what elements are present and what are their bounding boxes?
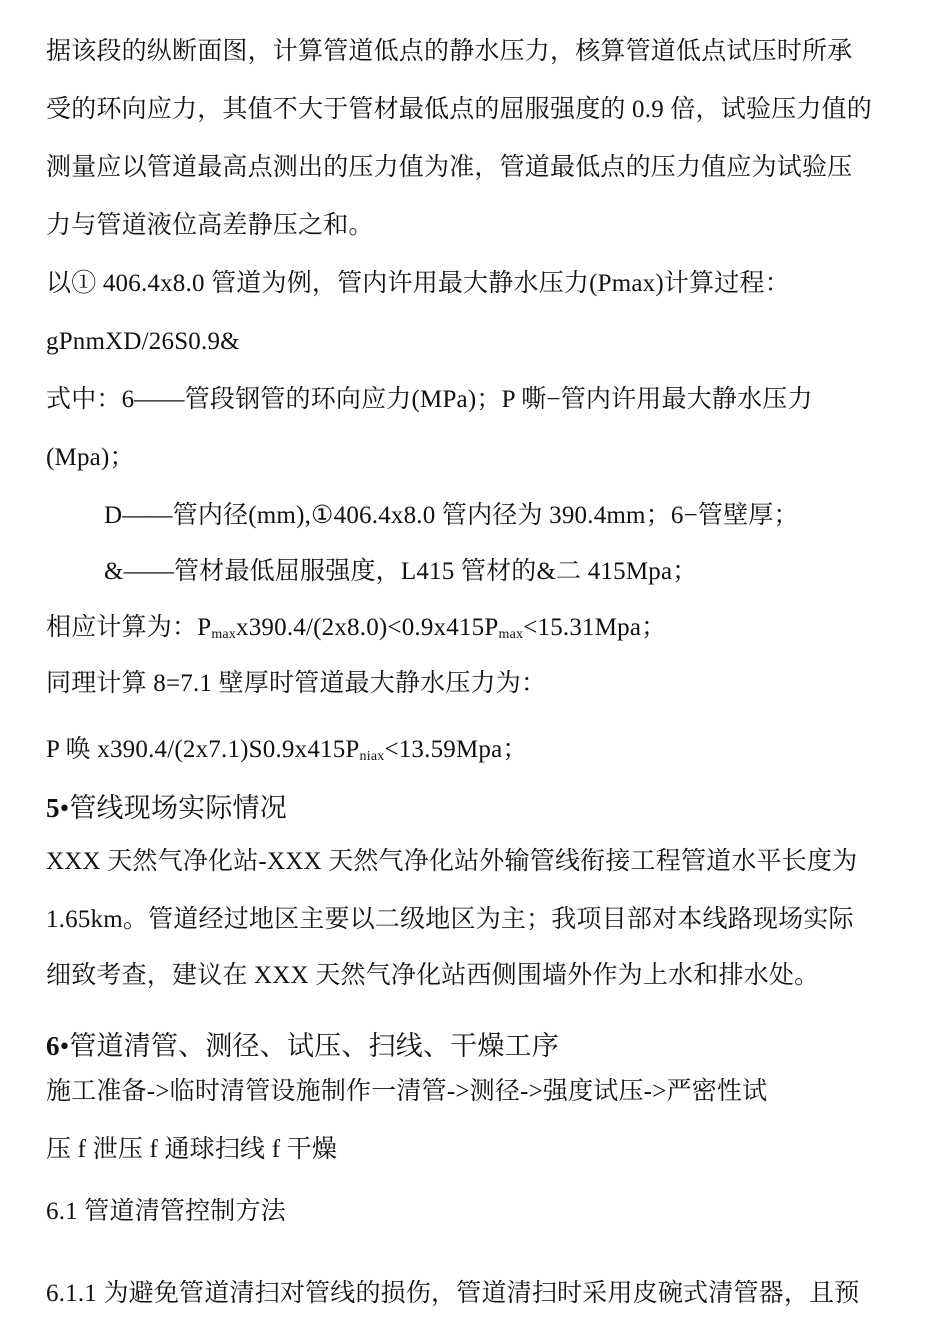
body-text-line: (Mpa)； bbox=[46, 444, 135, 471]
formula-line: gPnmXD/26S0.9& bbox=[46, 328, 240, 355]
body-text-line: 力与管道液位高差静压之和。 bbox=[46, 212, 374, 239]
calculation-line bbox=[46, 734, 528, 766]
section-number: 6 bbox=[46, 1031, 60, 1061]
section-heading bbox=[46, 1030, 559, 1062]
body-text-line: 压 f 泄压 f 通球扫线 f 干燥 bbox=[46, 1136, 338, 1163]
body-text-line: 1.65km。管道经过地区主要以二级地区为主；我项目部对本线路现场实际 bbox=[46, 906, 854, 933]
body-text-line: &——管材最低屈服强度，L415 管材的&二 415Mpa； bbox=[104, 558, 698, 585]
body-text-line: 细致考查，建议在 XXX 天然气净化站西侧围墙外作为上水和排水处。 bbox=[46, 962, 820, 989]
section-number: 5 bbox=[46, 793, 60, 823]
calculation-line bbox=[46, 612, 666, 644]
calc-suffix: <13.59Mpa； bbox=[384, 736, 528, 763]
calc-subscript: max bbox=[211, 627, 237, 642]
body-text-line: 同理计算 8=7.1 壁厚时管道最大静水压力为： bbox=[46, 670, 547, 697]
calc-subscript: max bbox=[498, 627, 524, 642]
body-text-line: 受的环向应力，其值不大于管材最低点的屈服强度的 0.9 倍，试验压力值的 bbox=[46, 96, 872, 123]
subsection-heading: 6.1 管道清管控制方法 bbox=[46, 1198, 286, 1225]
body-text-line: 据该段的纵断面图，计算管道低点的静水压力，核算管道低点试压时所承 bbox=[46, 38, 853, 65]
body-text-line: 6.1.1 为避免管道清扫对管线的损伤，管道清扫时采用皮碗式清管器，且预 bbox=[46, 1280, 860, 1307]
body-text-line: 式中：6——管段钢管的环向应力(MPa)；P 嘶−管内许用最大静水压力 bbox=[46, 386, 813, 413]
section-title: •管道清管、测径、试压、扫线、干燥工序 bbox=[59, 1031, 559, 1061]
calc-prefix: P 唤 x390.4/(2x7.1)S0.9x415P bbox=[46, 736, 360, 763]
body-text-line: XXX 天然气净化站-XXX 天然气净化站外输管线衔接工程管道水平长度为 bbox=[46, 848, 858, 875]
body-text-line: D——管内径(mm),①406.4x8.0 管内径为 390.4mm；6−管壁厚； bbox=[104, 502, 799, 529]
body-text-line: 以① 406.4x8.0 管道为例，管内许用最大静水压力(Pmax)计算过程： bbox=[46, 270, 790, 297]
calc-subscript: niax bbox=[359, 749, 385, 764]
calc-middle: x390.4/(2x8.0)<0.9x415P bbox=[236, 614, 499, 641]
calc-prefix: 相应计算为：P bbox=[46, 614, 212, 641]
body-text-line: 施工准备->临时清管设施制作一清管->测径->强度试压->严密性试 bbox=[46, 1078, 768, 1105]
section-heading bbox=[46, 792, 287, 824]
section-title: •管线现场实际情况 bbox=[59, 793, 287, 823]
body-text-line: 测量应以管道最高点测出的压力值为准，管道最低点的压力值应为试验压 bbox=[46, 154, 853, 181]
calc-suffix: <15.31Mpa； bbox=[523, 614, 667, 641]
